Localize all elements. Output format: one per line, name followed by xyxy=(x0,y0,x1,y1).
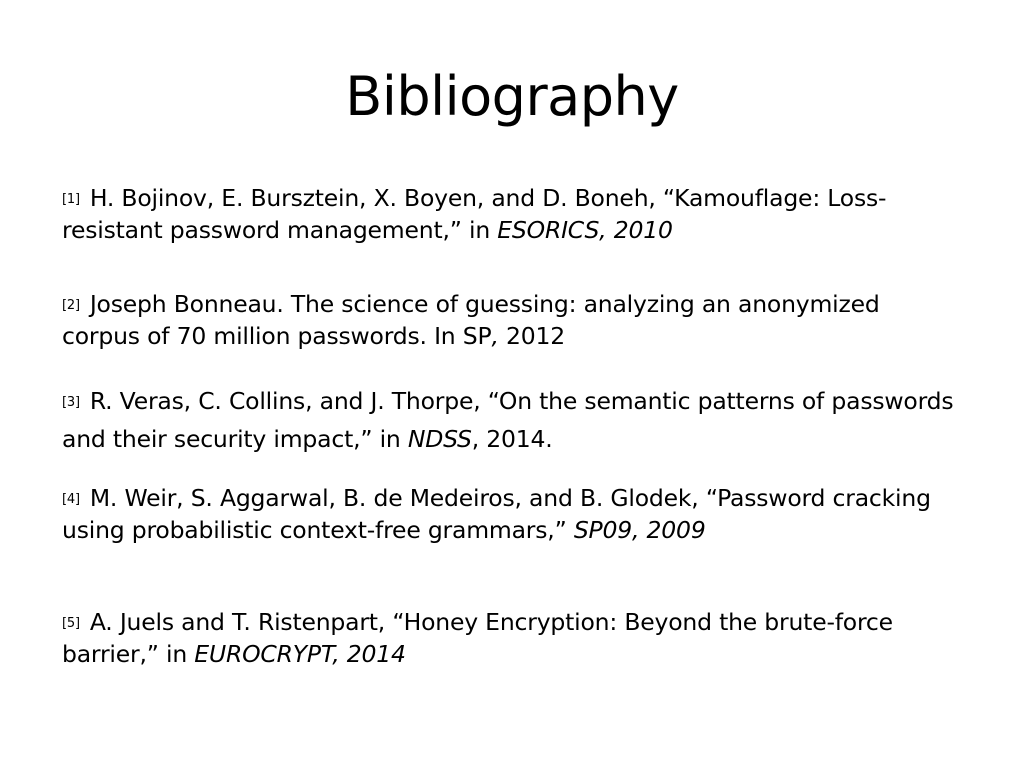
reference-item-1 xyxy=(62,182,962,246)
reference-number: [1] xyxy=(62,192,80,207)
reference-text: M. Weir, S. Aggarwal, B. de Medeiros, and B. Glodek, “Password cracking using probabilistic context-free grammars,” xyxy=(62,484,931,544)
reference-item-3 xyxy=(62,382,962,458)
reference-item-5 xyxy=(62,606,962,670)
reference-venue: SP09, 2009 xyxy=(573,516,706,544)
reference-venue: ESORICS, 2010 xyxy=(497,216,673,244)
reference-number: [4] xyxy=(62,492,80,507)
reference-text: Joseph Bonneau. The science of guessing: analyzing an anonymized corpus of 70 million passwords. In SP xyxy=(62,290,880,350)
reference-number: [5] xyxy=(62,616,80,631)
reference-text: A. Juels and T. Ristenpart, “Honey Encryption: Beyond the brute-force barrier,” in xyxy=(62,608,893,668)
reference-suffix: 2012 xyxy=(498,322,566,350)
reference-venue: EUROCRYPT, 2014 xyxy=(194,640,406,668)
reference-suffix: , 2014. xyxy=(471,425,553,453)
reference-item-4 xyxy=(62,482,962,546)
reference-number: [2] xyxy=(62,298,80,313)
reference-number: [3] xyxy=(62,395,80,410)
slide-title: Bibliography xyxy=(345,65,679,128)
reference-venue: , xyxy=(491,322,499,350)
reference-text: R. Veras, C. Collins, and J. Thorpe, “On the semantic patterns of passwords and their security impact,” in xyxy=(62,387,954,453)
reference-venue: NDSS xyxy=(407,425,472,453)
reference-item-2 xyxy=(62,288,962,352)
reference-text: H. Bojinov, E. Bursztein, X. Boyen, and D. Boneh, “Kamouflage: Loss-resistant password management,” in xyxy=(62,184,887,244)
